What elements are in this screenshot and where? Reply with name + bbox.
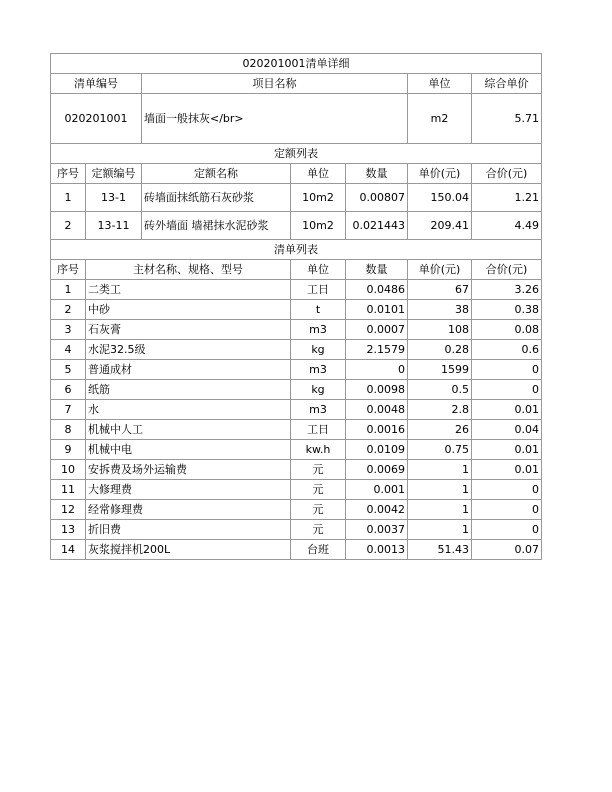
quota-cell: 150.04 (408, 184, 472, 212)
material-cell: 12 (51, 500, 86, 520)
bill-price: 5.71 (472, 94, 542, 144)
material-row (51, 460, 542, 480)
material-cell: 67 (408, 280, 472, 300)
material-cell: 元 (291, 460, 346, 480)
material-cell: 石灰膏 (86, 320, 291, 340)
material-row (51, 280, 542, 300)
bill-row (51, 94, 542, 144)
bill-unit: m2 (408, 94, 472, 144)
material-cell: 2.8 (408, 400, 472, 420)
quota-cell: 10m2 (291, 184, 346, 212)
material-header-cell: 数量 (346, 260, 408, 280)
material-cell: 2.1579 (346, 340, 408, 360)
material-cell: 1 (408, 480, 472, 500)
material-cell: 工日 (291, 280, 346, 300)
material-cell: 3 (51, 320, 86, 340)
material-cell: 二类工 (86, 280, 291, 300)
quota-header-cell: 数量 (346, 164, 408, 184)
material-cell: 0 (346, 360, 408, 380)
material-row (51, 480, 542, 500)
quota-row (51, 184, 542, 212)
material-cell: 0 (472, 520, 542, 540)
quota-cell: 0.00807 (346, 184, 408, 212)
material-header-cell: 主材名称、规格、型号 (86, 260, 291, 280)
material-cell: 14 (51, 540, 86, 560)
material-cell: t (291, 300, 346, 320)
material-header-row (51, 260, 542, 280)
material-cell: 0.0013 (346, 540, 408, 560)
material-cell: 机械中人工 (86, 420, 291, 440)
material-cell: 0.07 (472, 540, 542, 560)
material-cell: 机械中电 (86, 440, 291, 460)
quota-section-row (51, 144, 542, 164)
material-cell: 0.001 (346, 480, 408, 500)
material-cell: 10 (51, 460, 86, 480)
material-cell: 纸筋 (86, 380, 291, 400)
material-cell: 0.08 (472, 320, 542, 340)
material-cell: 0.0069 (346, 460, 408, 480)
bill-price-header: 综合单价 (472, 74, 542, 94)
material-row (51, 520, 542, 540)
material-cell: 经常修理费 (86, 500, 291, 520)
bill-code-header: 清单编号 (51, 74, 142, 94)
material-cell: kg (291, 380, 346, 400)
quota-header-cell: 序号 (51, 164, 86, 184)
material-cell: 4 (51, 340, 86, 360)
material-cell: 0.01 (472, 440, 542, 460)
material-section-title: 清单列表 (51, 240, 542, 260)
material-cell: m3 (291, 400, 346, 420)
material-cell: 大修理费 (86, 480, 291, 500)
bill-header-row (51, 74, 542, 94)
material-cell: 0.0486 (346, 280, 408, 300)
material-cell: 0.01 (472, 400, 542, 420)
material-cell: kg (291, 340, 346, 360)
bill-unit-header: 单位 (408, 74, 472, 94)
title-row (51, 54, 542, 74)
material-cell: 普通成材 (86, 360, 291, 380)
material-cell: 0.0037 (346, 520, 408, 540)
quota-cell: 209.41 (408, 212, 472, 240)
material-row (51, 380, 542, 400)
material-header-cell: 合价(元) (472, 260, 542, 280)
quota-header-cell: 合价(元) (472, 164, 542, 184)
material-row (51, 340, 542, 360)
material-cell: 0.0042 (346, 500, 408, 520)
material-cell: 折旧费 (86, 520, 291, 540)
quota-section-title: 定额列表 (51, 144, 542, 164)
quota-cell: 13-11 (86, 212, 142, 240)
material-row (51, 540, 542, 560)
quota-cell: 4.49 (472, 212, 542, 240)
material-cell: 1599 (408, 360, 472, 380)
quota-header-row (51, 164, 542, 184)
material-cell: 2 (51, 300, 86, 320)
material-row (51, 320, 542, 340)
material-cell: 0 (472, 480, 542, 500)
material-row (51, 360, 542, 380)
material-cell: 1 (51, 280, 86, 300)
material-row (51, 400, 542, 420)
material-cell: 0.01 (472, 460, 542, 480)
material-cell: 51.43 (408, 540, 472, 560)
material-row (51, 500, 542, 520)
material-cell: 0.6 (472, 340, 542, 360)
quota-cell: 砖墙面抹纸筋石灰砂浆 (142, 184, 291, 212)
material-cell: 6 (51, 380, 86, 400)
material-header-cell: 序号 (51, 260, 86, 280)
material-cell: 台班 (291, 540, 346, 560)
material-header-cell: 单价(元) (408, 260, 472, 280)
bill-name-header: 项目名称 (142, 74, 408, 94)
material-section-row (51, 240, 542, 260)
material-cell: 0.0048 (346, 400, 408, 420)
bill-detail-table (50, 53, 542, 560)
material-cell: 0.0007 (346, 320, 408, 340)
quota-cell: 0.021443 (346, 212, 408, 240)
material-cell: 安拆费及场外运输费 (86, 460, 291, 480)
material-cell: 0.5 (408, 380, 472, 400)
material-cell: 0.28 (408, 340, 472, 360)
material-cell: 3.26 (472, 280, 542, 300)
quota-header-cell: 定额名称 (142, 164, 291, 184)
quota-cell: 1 (51, 184, 86, 212)
material-cell: m3 (291, 320, 346, 340)
material-cell: 38 (408, 300, 472, 320)
material-cell: 0.0016 (346, 420, 408, 440)
material-cell: 元 (291, 480, 346, 500)
material-cell: 108 (408, 320, 472, 340)
material-cell: 5 (51, 360, 86, 380)
material-cell: 水 (86, 400, 291, 420)
quota-row (51, 212, 542, 240)
material-cell: 0 (472, 500, 542, 520)
material-cell: 26 (408, 420, 472, 440)
material-row (51, 440, 542, 460)
quota-header-cell: 单位 (291, 164, 346, 184)
material-cell: m3 (291, 360, 346, 380)
material-cell: 工日 (291, 420, 346, 440)
material-cell: 0.75 (408, 440, 472, 460)
material-cell: 中砂 (86, 300, 291, 320)
material-cell: 13 (51, 520, 86, 540)
material-cell: 0.0101 (346, 300, 408, 320)
material-cell: 水泥32.5级 (86, 340, 291, 360)
material-cell: 灰浆搅拌机200L (86, 540, 291, 560)
material-cell: 1 (408, 520, 472, 540)
material-cell: 8 (51, 420, 86, 440)
material-cell: 11 (51, 480, 86, 500)
material-cell: 元 (291, 520, 346, 540)
material-cell: 0.0109 (346, 440, 408, 460)
material-cell: kw.h (291, 440, 346, 460)
material-cell: 1 (408, 500, 472, 520)
material-cell: 0.38 (472, 300, 542, 320)
quota-header-cell: 单价(元) (408, 164, 472, 184)
material-header-cell: 单位 (291, 260, 346, 280)
quota-cell: 2 (51, 212, 86, 240)
bill-name: 墙面一般抹灰</br> (142, 94, 408, 144)
material-cell: 0 (472, 380, 542, 400)
bill-code: 020201001 (51, 94, 142, 144)
material-cell: 1 (408, 460, 472, 480)
material-row (51, 420, 542, 440)
material-cell: 元 (291, 500, 346, 520)
material-cell: 7 (51, 400, 86, 420)
page-title: 020201001清单详细 (51, 54, 542, 74)
material-cell: 0.0098 (346, 380, 408, 400)
quota-cell: 10m2 (291, 212, 346, 240)
quota-header-cell: 定额编号 (86, 164, 142, 184)
quota-cell: 1.21 (472, 184, 542, 212)
material-cell: 0.04 (472, 420, 542, 440)
quota-cell: 13-1 (86, 184, 142, 212)
quota-cell: 砖外墙面 墙裙抹水泥砂浆 (142, 212, 291, 240)
material-row (51, 300, 542, 320)
material-cell: 0 (472, 360, 542, 380)
material-cell: 9 (51, 440, 86, 460)
